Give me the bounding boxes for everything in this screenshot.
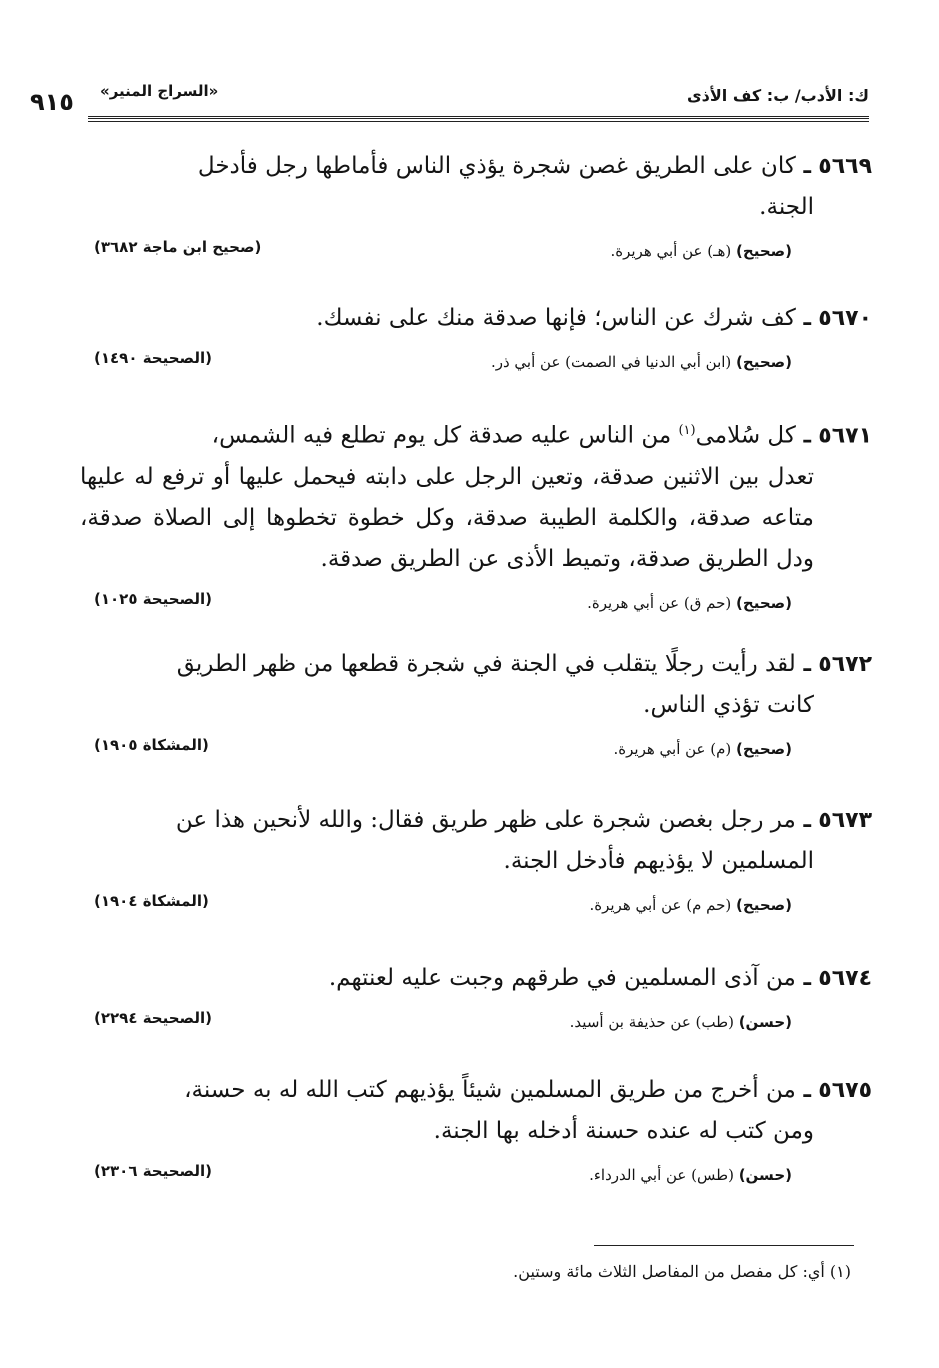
hadith-number: ٥٦٧٥ xyxy=(818,1078,872,1103)
hadith-text-continued: تعدل بين الاثنين صدقة، وتعين الرجل على دابته فيحمل عليها أو ترفع له عليها متاعه صدقة، والكلمة الطيبة صدقة، وكل خطوة تخطوها إلى الصلاة صدقة، ودل الطريق صدقة، وتميط الأذى عن الطريق صدقة. xyxy=(80,463,814,572)
source-reference: (المشكاة ١٩٠٤) xyxy=(94,892,209,910)
source-reference: (الصحيحة ٢٢٩٤) xyxy=(94,1009,212,1027)
hadith-entry xyxy=(80,1070,872,1196)
hadith-entry xyxy=(80,800,872,926)
hadith-entry xyxy=(80,410,872,624)
hadith-number: ٥٦٦٩ xyxy=(818,154,872,179)
hadith-entry xyxy=(80,644,872,770)
narrator: (طب) عن حذيفة بن أسيد. xyxy=(569,1013,734,1031)
hadith-text: ٥٦٧٠ ـ كف شرك عن الناس؛ فإنها صدقة منك على نفسك. xyxy=(316,305,872,331)
grade: (صحيح) xyxy=(736,740,792,758)
grade: (صحيح) xyxy=(736,593,792,612)
hadith-text: ٥٦٧١ ـ كل سُلامى$^{(١)}$ من الناس عليه صدقة كل يوم تطلع فيه الشمس، xyxy=(211,422,872,449)
source-reference: (الصحيحة ١٤٩٠) xyxy=(94,349,212,367)
hadith-entry xyxy=(80,958,872,1043)
grade-and-narrator xyxy=(589,896,792,914)
grade-and-narrator xyxy=(613,740,792,758)
footnote-marker[interactable]: (١) xyxy=(678,423,696,438)
grade-and-narrator xyxy=(491,353,792,371)
narrator: (حم ق) عن أبي هريرة. xyxy=(587,593,732,612)
hadith-number: ٥٦٧٣ xyxy=(818,808,872,833)
narrator: (ابن أبي الدنيا في الصمت) عن أبي ذر. xyxy=(490,353,732,371)
grade: (صحيح) xyxy=(736,353,792,371)
hadith-reference xyxy=(80,1009,872,1043)
page-number: ٩١٥ xyxy=(30,88,74,116)
hadith-reference xyxy=(80,238,872,272)
footnote xyxy=(513,1262,851,1281)
grade: (صحيح) xyxy=(736,242,792,260)
hadith-text-continued: الجنة. xyxy=(759,194,814,220)
hadith-text: ٥٦٧٥ ـ من أخرج من طريق المسلمين شيئاً يؤذيهم كتب الله له به حسنة، xyxy=(184,1077,872,1103)
narrator: (طس) عن أبي الدرداء. xyxy=(589,1166,734,1184)
hadith-reference xyxy=(80,736,872,770)
footnote-text: أي: كل مفصل من المفاصل الثلاث مائة وستين. xyxy=(513,1262,825,1281)
hadith-number: ٥٦٧٤ xyxy=(818,966,872,991)
narrator: (حم م) عن أبي هريرة. xyxy=(589,896,732,914)
grade: (حسن) xyxy=(738,1013,792,1031)
hadith-text: ٥٦٦٩ ـ كان على الطريق غصن شجرة يؤذي الناس فأماطها رجل فأدخل xyxy=(197,153,872,179)
source-reference: (الصحيحة ٢٣٠٦) xyxy=(94,1162,212,1180)
hadith-entry xyxy=(80,146,872,272)
grade: (صحيح) xyxy=(736,896,792,914)
hadith-entry xyxy=(80,298,872,383)
narrator: (م) عن أبي هريرة. xyxy=(613,740,732,758)
source-reference: (الصحيحة ١٠٢٥) xyxy=(94,589,212,608)
grade: (حسن) xyxy=(738,1166,792,1184)
hadith-text-continued: المسلمين لا يؤذيهم فأدخل الجنة. xyxy=(503,848,814,874)
hadith-reference xyxy=(80,349,872,383)
source-reference: (صحيح ابن ماجة ٣٦٨٢) xyxy=(94,238,262,256)
hadith-reference xyxy=(80,1162,872,1196)
hadith-text-continued: ومن كتب له عنده حسنة أدخله بها الجنة. xyxy=(433,1118,814,1144)
hadith-number: ٥٦٧٠ xyxy=(818,306,872,331)
hadith-text-continued: كانت تؤذي الناس. xyxy=(643,692,814,718)
grade-and-narrator xyxy=(589,1166,792,1184)
hadith-number: ٥٦٧٢ xyxy=(818,652,872,677)
source-reference: (المشكاة ١٩٠٥) xyxy=(94,736,209,754)
hadith-text: ٥٦٧٤ ـ من آذى المسلمين في طرقهم وجبت عليه لعنتهم. xyxy=(328,965,872,991)
hadith-reference xyxy=(80,589,872,624)
hadith-text: ٥٦٧٢ ـ لقد رأيت رجلًا يتقلب في الجنة في شجرة قطعها من ظهر الطريق xyxy=(176,651,872,677)
grade-and-narrator xyxy=(610,242,792,260)
hadith-number: ٥٦٧١ xyxy=(818,423,872,449)
grade-and-narrator xyxy=(587,594,792,612)
hadith-reference xyxy=(80,892,872,926)
header-rule xyxy=(88,116,869,122)
footnote-number: (١) xyxy=(829,1262,851,1281)
chapter-title: ك: الأدب/ ب: كف الأذى xyxy=(687,86,869,105)
grade-and-narrator xyxy=(570,1013,792,1031)
hadith-text: ٥٦٧٣ ـ مر رجل بغصن شجرة على ظهر طريق فقال: والله لأنحين هذا عن xyxy=(175,807,872,833)
footnote-rule xyxy=(594,1245,854,1246)
book-title: «السراج المنير» xyxy=(100,82,219,100)
narrator: (هـ) عن أبي هريرة. xyxy=(610,242,732,260)
